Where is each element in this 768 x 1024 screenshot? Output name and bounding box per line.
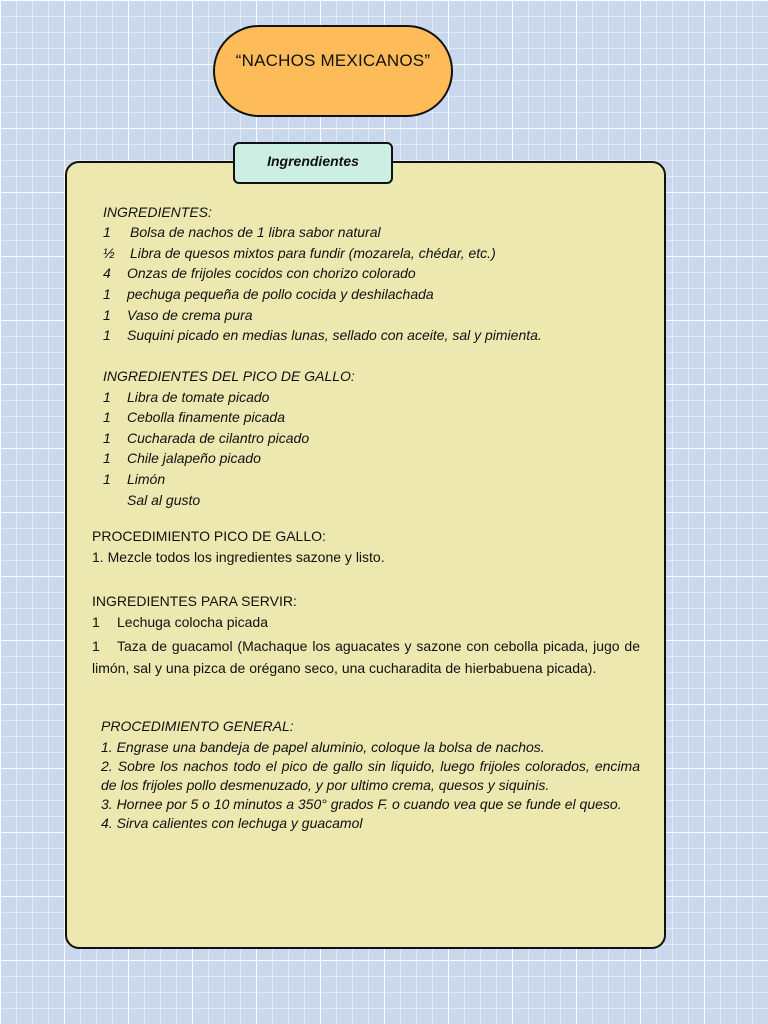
- ingredients-heading: INGREDIENTES:: [103, 204, 212, 220]
- procedure-step: 1. Engrase una bandeja de papel aluminio, coloque la bolsa de nachos.: [101, 739, 545, 755]
- list-item: 1 Chile jalapeño picado: [103, 450, 261, 466]
- title-banner: [213, 25, 453, 117]
- list-item: Sal al gusto: [127, 492, 201, 508]
- pico-procedure-step: 1. Mezcle todos los ingredientes sazone y listo.: [92, 549, 385, 565]
- list-item: 1 Cucharada de cilantro picado: [103, 430, 310, 446]
- procedure-step: 2. Sobre los nachos todo el pico de gallo sin liquido, luego frijoles colorados, encima de los frijoles pollo desmenuzado, y por ultimo crema, quesos y siquinis.: [101, 758, 640, 793]
- list-item: 1 Limón: [103, 471, 166, 487]
- list-item: 1 Lechuga colocha picada: [92, 614, 269, 630]
- list-item: 1 Vaso de crema pura: [103, 307, 253, 323]
- list-item: 1 Bolsa de nachos de 1 libra sabor natural: [103, 224, 381, 240]
- general-steps: [101, 738, 640, 833]
- list-item: 4 Onzas de frijoles cocidos con chorizo colorado: [103, 265, 416, 281]
- procedure-step: 3. Hornee por 5 o 10 minutos a 350° grados F. o cuando vea que se funde el queso.: [101, 796, 622, 812]
- recipe-title: “NACHOS MEXICANOS”: [235, 51, 431, 70]
- list-item: 1 Taza de guacamol (Machaque los aguacates y sazone con cebolla picada, jugo de limón, sal y una pizca de orégano seco, una cucharadita de hierbabuena picada).: [92, 638, 640, 676]
- list-item: 1 Libra de tomate picado: [103, 389, 270, 405]
- list-item: 1 Cebolla finamente picada: [103, 409, 285, 425]
- section-tab-label: Ingrendientes: [267, 153, 359, 169]
- list-item: 1 pechuga pequeña de pollo cocida y deshilachada: [103, 286, 434, 302]
- procedure-step: 4. Sirva calientes con lechuga y guacamol: [101, 815, 363, 831]
- list-item: ½ Libra de quesos mixtos para fundir (mozarela, chédar, etc.): [103, 245, 496, 261]
- pico-procedure-heading: PROCEDIMIENTO PICO DE GALLO:: [92, 528, 326, 544]
- serve-heading: INGREDIENTES PARA SERVIR:: [92, 593, 297, 609]
- pico-heading: INGREDIENTES DEL PICO DE GALLO:: [103, 368, 355, 384]
- section-tab: [233, 142, 393, 184]
- general-procedure-heading: PROCEDIMIENTO GENERAL:: [101, 718, 294, 734]
- list-item: 1 Suquini picado en medias lunas, sellado con aceite, sal y pimienta.: [103, 327, 542, 343]
